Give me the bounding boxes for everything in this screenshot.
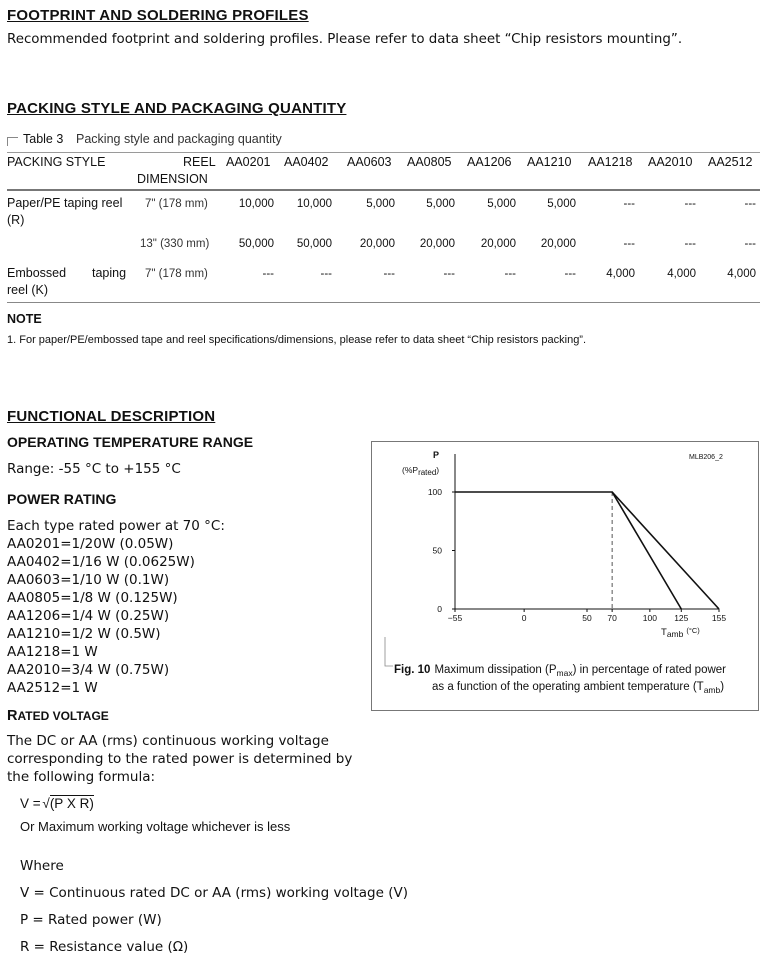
where-label: Where — [20, 858, 64, 874]
formula-note: Or Maximum working voltage whichever is less — [20, 819, 291, 834]
rated-voltage-heading — [7, 707, 109, 724]
row3-style: Embossed — [7, 266, 67, 280]
table-caption: Packing style and packaging quantity — [76, 132, 282, 146]
caption-line1-sub: max — [556, 668, 573, 678]
table-cell: --- — [744, 238, 756, 250]
formula-rhs: (P X R) — [49, 796, 94, 811]
col-aa0201: AA0201 — [226, 155, 271, 169]
table-cell: 5,000 — [366, 198, 395, 210]
power-line: AA1210=1/2 W (0.5W) — [7, 626, 161, 642]
y-axis-unit-prefix: (%P — [402, 465, 419, 475]
y-tick-label: 100 — [427, 487, 442, 497]
definition-line: V = Continuous rated DC or AA (rms) working voltage (V) — [20, 885, 408, 901]
power-rating-heading: POWER RATING — [7, 491, 117, 507]
x-axis-label — [661, 626, 700, 639]
temp-range: Range: -55 °C to +155 °C — [7, 461, 181, 477]
row1-style: Paper/PE taping reel — [7, 196, 123, 210]
col-aa2010: AA2010 — [648, 155, 693, 169]
row3-style-b: taping — [92, 266, 127, 280]
col-dimension: DIMENSION — [137, 172, 208, 186]
definition-line: R = Resistance value (Ω) — [20, 939, 189, 955]
caption-line2-post: ) — [720, 681, 725, 693]
chart-code: MLB206_2 — [689, 454, 723, 461]
power-line: AA0402=1/16 W (0.0625W) — [7, 554, 195, 570]
caption-line2-sub: amb — [703, 685, 721, 695]
x-axis-unit: (°C) — [686, 626, 700, 635]
note-text: 1. For paper/PE/embossed tape and reel specifications/dimensions, please refer to data sheet “Chip resistors packing”. — [7, 334, 587, 346]
table-cell: 20,000 — [480, 238, 516, 250]
formula-lhs: V = — [20, 796, 45, 811]
y-axis-unit-sub: rated — [418, 468, 437, 477]
table-cell: --- — [684, 198, 696, 210]
x-tick-label: 50 — [582, 613, 592, 623]
x-tick-label: 155 — [711, 613, 727, 623]
table-cell: 4,000 — [606, 268, 635, 280]
y-tick-label: 0 — [437, 604, 442, 614]
figure-caption-line1 — [394, 664, 726, 678]
power-line: AA0201=1/20W (0.05W) — [7, 536, 174, 552]
col-aa1206: AA1206 — [467, 155, 512, 169]
derating-chart — [371, 441, 759, 711]
table-cell: 10,000 — [296, 198, 332, 210]
x-tick-label: −55 — [447, 613, 463, 623]
power-line: AA2010=3/4 W (0.75W) — [7, 662, 170, 678]
table-cell: 10,000 — [238, 198, 274, 210]
table-cell: 4,000 — [667, 268, 696, 280]
table-cell: --- — [504, 268, 516, 280]
table-cell: --- — [623, 198, 635, 210]
col-aa0603: AA0603 — [347, 155, 392, 169]
formula — [20, 796, 94, 811]
col-aa2512: AA2512 — [708, 155, 753, 169]
table-cell: 50,000 — [296, 238, 332, 250]
y-tick-label: 50 — [432, 545, 442, 556]
table-caption-bracket — [7, 137, 18, 146]
row1-style-code: (R) — [7, 213, 25, 227]
table-cell: 5,000 — [487, 198, 516, 210]
functional-heading: FUNCTIONAL DESCRIPTION — [7, 408, 216, 425]
x-tick-label: 125 — [674, 613, 689, 623]
table-cell: --- — [684, 238, 696, 250]
figure-label: Fig. 10 — [394, 664, 431, 676]
table-cell: --- — [383, 268, 395, 280]
y-axis-label: P — [433, 450, 440, 460]
row2-reel: 13" (330 mm) — [140, 238, 210, 250]
table-cell: --- — [320, 268, 332, 280]
table-cell: 5,000 — [547, 198, 576, 210]
caption-line1-pre: Maximum dissipation (P — [434, 664, 557, 676]
footprint-heading: FOOTPRINT AND SOLDERING PROFILES — [7, 7, 309, 24]
series-line — [612, 492, 719, 609]
row3-style-code: reel (K) — [7, 283, 48, 297]
rated-voltage-heading-rest: ATED VOLTAGE — [17, 709, 109, 723]
table-cell: 50,000 — [238, 238, 274, 250]
row1-reel: 7" (178 mm) — [145, 198, 208, 210]
row3-reel: 7" (178 mm) — [145, 268, 208, 280]
rated-voltage-heading-initial: R — [7, 708, 18, 724]
x-axis-label-sub: amb — [666, 629, 684, 639]
footprint-text: Recommended footprint and soldering profiles. Please refer to data sheet “Chip resistors mounting”. — [7, 32, 683, 47]
op-temp-heading: OPERATING TEMPERATURE RANGE — [7, 434, 254, 450]
rated-voltage-line: The DC or AA (rms) continuous working voltage — [7, 733, 329, 749]
note-heading: NOTE — [7, 312, 42, 326]
x-axis-label-main: T — [661, 627, 667, 638]
x-tick-label: 0 — [521, 613, 527, 623]
x-tick-label: 70 — [607, 613, 617, 623]
table-header-rule — [7, 189, 760, 191]
power-line: AA1218=1 W — [7, 644, 98, 660]
y-axis-unit — [402, 465, 439, 477]
col-aa1210: AA1210 — [527, 155, 572, 169]
caption-line1-post: ) in percentage of rated power — [572, 664, 727, 676]
rated-voltage-line: corresponding to the rated power is determined by — [7, 751, 353, 767]
power-line: AA0603=1/10 W (0.1W) — [7, 572, 170, 588]
figure-caption-line2 — [432, 681, 724, 695]
table-cell: 5,000 — [426, 198, 455, 210]
table-cell: --- — [443, 268, 455, 280]
table-cell: 4,000 — [727, 268, 756, 280]
table-top-rule — [7, 152, 760, 153]
table-bottom-rule — [7, 302, 760, 303]
col-packing-style: PACKING STYLE — [7, 155, 106, 169]
power-intro: Each type rated power at 70 °C: — [7, 518, 225, 534]
series-line — [455, 492, 681, 609]
definition-line: P = Rated power (W) — [20, 912, 162, 928]
caption-line2-pre: as a function of the operating ambient temperature (T — [432, 681, 704, 693]
x-tick-label: 100 — [642, 613, 657, 623]
power-line: AA1206=1/4 W (0.25W) — [7, 608, 170, 624]
rated-voltage-line: the following formula: — [7, 769, 156, 785]
col-reel: REEL — [183, 155, 216, 169]
power-line: AA0805=1/8 W (0.125W) — [7, 590, 178, 606]
caption-bracket — [385, 637, 393, 666]
col-aa1218: AA1218 — [588, 155, 633, 169]
table-cell: 20,000 — [419, 238, 455, 250]
table-cell: --- — [623, 238, 635, 250]
sqrt-icon: √ — [42, 796, 50, 811]
y-axis-unit-suffix: ) — [436, 465, 440, 475]
table-cell: --- — [262, 268, 274, 280]
table-cell: 20,000 — [359, 238, 395, 250]
col-aa0402: AA0402 — [284, 155, 329, 169]
col-aa0805: AA0805 — [407, 155, 452, 169]
packing-heading: PACKING STYLE AND PACKAGING QUANTITY — [7, 100, 347, 117]
plot-area — [428, 454, 727, 623]
power-line: AA2512=1 W — [7, 680, 98, 696]
table-cell: 20,000 — [540, 238, 576, 250]
table-cell: --- — [744, 198, 756, 210]
table-label: Table 3 — [23, 132, 64, 146]
table-cell: --- — [564, 268, 576, 280]
